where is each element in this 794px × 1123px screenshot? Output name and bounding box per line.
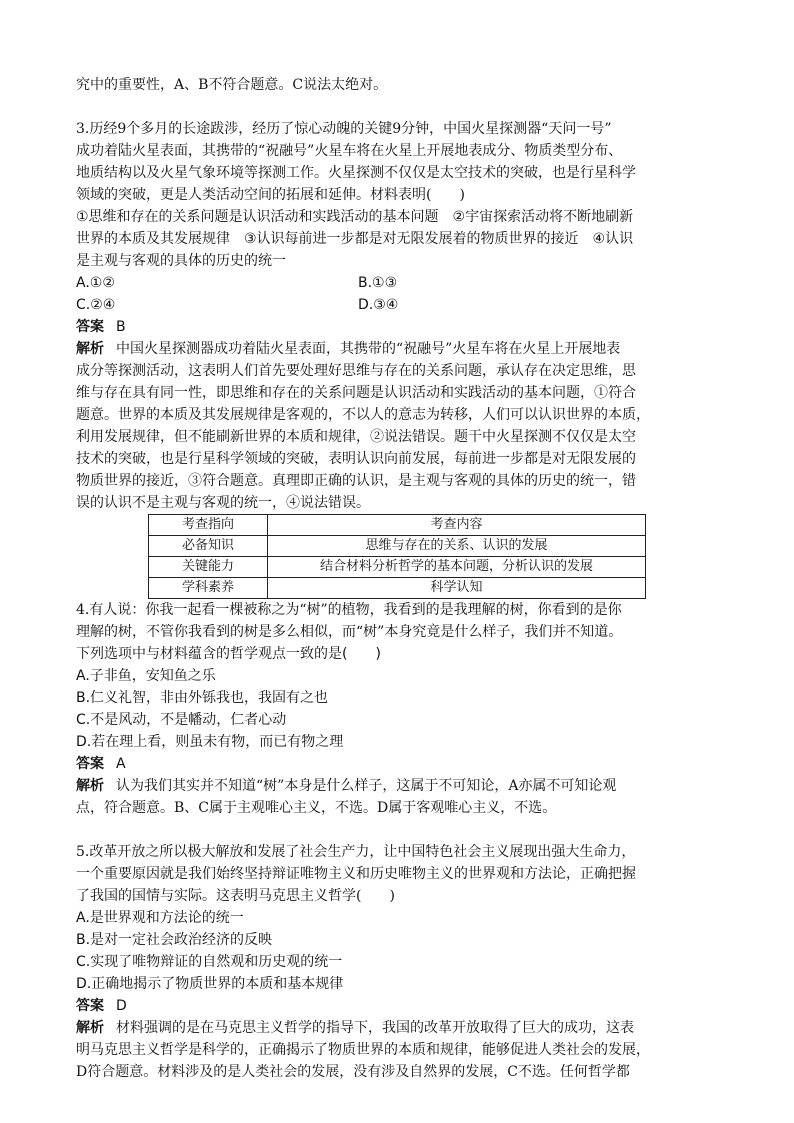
q4-stem-line: 4.有人说：你我一起看一棵被称之为“树”的植物，我看到的是我理解的树，你看到的是你 [76,602,622,618]
table-header-cell: 考查指向 [149,515,268,536]
question-4 [76,599,718,819]
q3-options-row [76,272,718,294]
q3-analysis-line: 解析 中国火星探测器成功着陆火星表面，其携带的“祝融号”火星车将在火星上开展地表 [76,341,621,357]
q5-analysis-line: 明马克思主义哲学是科学的，正确揭示了物质世界的本质和规律，能够促进人类社会的发展， [76,1042,650,1058]
q5-option-b: B.是对一定社会政治经济的反映 [76,932,273,948]
q3-analysis-line: 成分等探测活动，这表明人们首先要处理好思维与存在的关系问题，承认存在决定思维，思 [76,363,636,379]
analysis-label: 解析 [76,778,104,794]
q5-stem-line: 一个重要原因就是我们始终坚持辩证唯物主义和历史唯物主义的世界观和方法论，正确把握 [76,866,636,882]
continued-analysis-line: 究中的重要性，A、B不符合题意。C说法太绝对。 [76,77,388,93]
q5-option-d: D.正确地揭示了物质世界的本质和基本规律 [76,976,344,992]
q4-analysis-line: 解析 认为我们其实并不知道“树”本身是什么样子，这属于不可知论，A亦属不可知论观 [76,778,617,794]
table-header-cell: 考查内容 [268,515,646,536]
q3-analysis-line: 技术的突破，也是行星科学领域的突破，表明认识向前发展，每前进一步都是对无限发展的 [76,451,636,467]
q5-analysis-line: D符合题意。材料涉及的是人类社会的发展，没有涉及自然界的发展，C不选。任何哲学都 [76,1064,630,1080]
q3-option-c: C.②④ [76,297,116,313]
answer-label: 答案 [76,998,104,1014]
table-cell: 必备知识 [149,536,268,557]
q3-analysis-line: 利用发展规律，但不能刷新世界的本质和规律，②说法错误。题干中火星探测不仅仅是太空 [76,429,636,445]
document-page [76,74,718,1083]
q4-option-b: B.仁义礼智，非由外铄我也，我固有之也 [76,690,329,706]
answer-value: B [116,319,126,335]
table-row [149,536,646,557]
q4-analysis-line: 点，符合题意。B、C属于主观唯心主义，不选。D属于客观唯心主义，不选。 [76,800,557,816]
q4-option-d: D.若在理上看，则虽未有物，而已有物之理 [76,734,344,750]
q3-option-b: B.①③ [358,275,398,291]
answer-value: D [116,998,127,1014]
q3-statement-line: 是主观与客观的具体的历史的统一 [76,253,286,269]
q4-stem-line: 理解的树，不管你我看到的树是多么相似，而“树”本身究竟是什么样子，我们并不知道。 [76,624,623,640]
q5-option-c: C.实现了唯物辩证的自然观和历史观的统一 [76,954,343,970]
table-cell: 思维与存在的关系、认识的发展 [268,536,646,557]
table-row [149,557,646,578]
q3-statement-line: ①思维和存在的关系问题是认识活动和实践活动的基本问题 ②宇宙探索活动将不断地刷新 [76,209,634,225]
q3-options-row [76,294,718,316]
answer-value: A [116,756,126,772]
q5-analysis-line: 解析 材料强调的是在马克思主义哲学的指导下，我国的改革开放取得了巨大的成功，这表 [76,1020,634,1036]
q5-stem-line: 了我国的国情与实际。这表明马克思主义哲学( ) [76,888,395,904]
q3-stem-line: 3.历经9个多月的长途跋涉，经历了惊心动魄的关键9分钟，中国火星探测器“天问一号” [76,121,612,137]
q3-stem-line: 领域的突破，更是人类活动空间的拓展和延伸。材料表明( ) [76,187,465,203]
table-cell: 科学认知 [268,578,646,599]
q4-option-a: A.子非鱼，安知鱼之乐 [76,668,216,684]
answer-label: 答案 [76,319,104,335]
q5-stem-line: 5.改革开放之所以极大解放和发展了社会生产力，让中国特色社会主义展现出强大生命力， [76,844,636,860]
q3-analysis-line: 误的认识不是主观与客观的统一，④说法错误。 [76,495,370,511]
q3-option-a: A.①② [76,275,115,291]
q3-answer [76,316,718,338]
q4-answer [76,753,718,775]
analysis-label: 解析 [76,341,104,357]
q3-analysis-line: 维与存在具有同一性，即思维和存在的关系问题是认识活动和实践活动的基本问题，①符合 [76,385,636,401]
q4-stem-line: 下列选项中与材料蕴含的哲学观点一致的是( ) [76,646,381,662]
q3-stem-line: 成功着陆火星表面，其携带的“祝融号”火星车将在火星上开展地表成分、物质类型分布、 [76,143,623,159]
table-row [149,578,646,599]
q3-analysis-line: 物质世界的接近，③符合题意。真理即正确的认识，是主观与客观的具体的历史的统一，错 [76,473,636,489]
table-cell: 结合材料分析哲学的基本问题，分析认识的发展 [268,557,646,578]
answer-label: 答案 [76,756,104,772]
q3-option-d: D.③④ [358,297,399,313]
q5-option-a: A.是世界观和方法论的统一 [76,910,244,926]
table-header-row [149,515,646,536]
q3-stem-line: 地质结构以及火星气象环境等探测工作。火星探测不仅仅是太空技术的突破，也是行星科学 [76,165,636,181]
table-cell: 关键能力 [149,557,268,578]
question-5 [76,841,718,1083]
assessment-table [148,514,646,599]
question-3 [76,118,718,599]
q3-statement-line: 世界的本质及其发展规律 ③认识每前进一步都是对无限发展着的物质世界的接近 ④认识 [76,231,634,247]
q3-analysis-line: 题意。世界的本质及其发展规律是客观的，不以人的意志为转移，人们可以认识世界的本质， [76,407,650,423]
q5-answer [76,995,718,1017]
table-cell: 学科素养 [149,578,268,599]
analysis-label: 解析 [76,1020,104,1036]
q4-option-c: C.不是风动，不是幡动，仁者心动 [76,712,287,728]
